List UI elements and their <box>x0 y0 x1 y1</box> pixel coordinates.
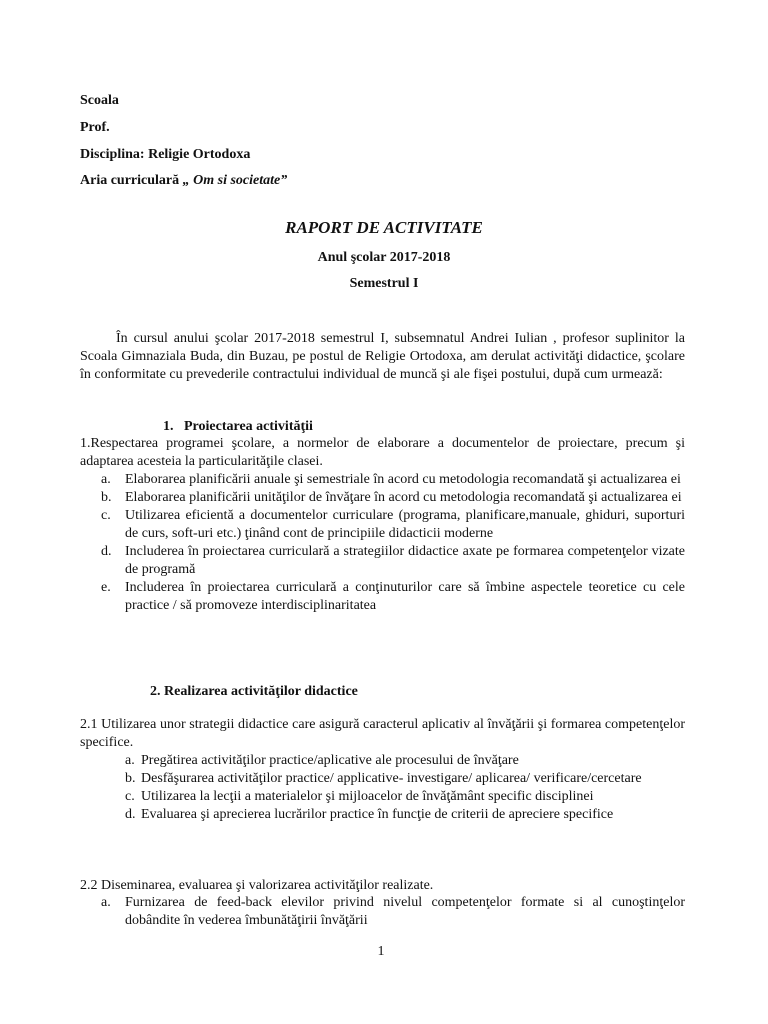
list-item <box>125 788 705 806</box>
report-title: RAPORT DE ACTIVITATE <box>285 218 483 237</box>
list-marker: b. <box>101 490 112 505</box>
section-2-1-list <box>125 752 705 824</box>
list-item <box>101 507 685 543</box>
list-item-text: Evaluarea şi aprecierea lucrărilor practice în funcţie de criterii de apreciere specifice <box>141 807 614 822</box>
section-2-2-paragraph: 2.2 Diseminarea, evaluarea şi valorizarea activităţilor realizate. <box>80 878 434 893</box>
prof-label: Prof. <box>80 120 110 135</box>
list-item-text: Desfăşurarea activităţilor practice/ applicative- investigare/ aplicarea/ verificare/cercetare <box>141 771 642 786</box>
area-value: „ Om si societate” <box>182 173 288 188</box>
page-number: 1 <box>377 944 385 959</box>
list-item-text: Utilizarea la lecţii a materialelor şi mijloacelor de învăţământ specific disciplinei <box>141 789 594 804</box>
discipline-prefix: Disciplina: <box>80 147 149 162</box>
list-item-text: Includerea în proiectarea curriculară a conţinuturilor care să îmbine aspectele teoretice cu cele practice / să promoveze interdisciplinaritatea <box>125 580 685 613</box>
section-1-list <box>101 471 685 615</box>
list-marker: a. <box>101 472 111 487</box>
list-item <box>125 752 705 770</box>
area-prefix: Aria curriculară <box>80 173 183 188</box>
list-marker: a. <box>101 895 111 910</box>
list-item-text: Includerea în proiectarea curriculară a strategiilor didactice axate pe formarea competenţelor vizate de programă <box>125 544 685 577</box>
discipline-value: Religie Ortodoxa <box>148 147 251 162</box>
list-item <box>125 770 705 788</box>
curricular-area-line <box>80 172 287 190</box>
section-1-title: Proiectarea activităţii <box>184 419 313 434</box>
list-marker: c. <box>125 789 135 804</box>
list-marker: b. <box>125 771 136 786</box>
intro-paragraph: În cursul anului şcolar 2017-2018 semestrul I, subsemnatul Andrei Iulian , profesor suplinitor la Scoala Gimnaziala Buda, din Buzau, pe postul de Religie Ortodoxa, am derulat activităţi didactice, şcolare în conformitate cu prevederile contractului individual de muncă şi ale fişei postului, după cum urmează: <box>80 331 685 382</box>
section-1-paragraph: 1.Respectarea programei şcolare, a normelor de elaborare a documentelor de proiectare, precum şi adaptarea acesteia la particularităţile clasei. <box>80 436 685 469</box>
discipline-line <box>80 146 250 164</box>
list-item-text: Pregătirea activităţilor practice/aplicative ale procesului de învăţare <box>141 753 519 768</box>
list-marker: e. <box>101 580 111 595</box>
section-2-heading: 2. Realizarea activităţilor didactice <box>150 684 358 699</box>
section-2-1-paragraph: 2.1 Utilizarea unor strategii didactice care asigură caracterul aplicativ al învăţării şi formarea competenţelor specifice. <box>80 717 685 750</box>
list-item <box>101 489 685 507</box>
list-item-text: Furnizarea de feed-back elevilor privind nivelul competenţelor formate si al cunoştinţelor dobândite în vederea îmbunătăţirii învăţării <box>125 895 685 928</box>
list-item <box>101 543 685 579</box>
list-item-text: Elaborarea planificării anuale şi semestriale în acord cu metodologia recomandată şi actualizarea ei <box>125 472 681 487</box>
list-item <box>101 579 685 615</box>
list-item <box>101 894 685 930</box>
school-label: Scoala <box>80 93 119 108</box>
list-marker: a. <box>125 753 135 768</box>
school-year: Anul şcolar 2017-2018 <box>317 250 451 265</box>
section-1-heading <box>163 418 313 436</box>
list-item <box>125 806 705 824</box>
section-1-number: 1. <box>163 419 174 434</box>
list-item-text: Utilizarea eficientă a documentelor curriculare (programa, planificare,manuale, ghiduri, suporturi de curs, soft-uri etc.) ţinând cont de principiile didacticii moderne <box>125 508 685 541</box>
list-item <box>101 471 685 489</box>
section-2-2-list <box>101 894 685 930</box>
list-item-text: Elaborarea planificării unităţilor de învăţare în acord cu metodologia recomandată şi actualizarea ei <box>125 490 682 505</box>
list-marker: c. <box>101 508 111 523</box>
semester: Semestrul I <box>349 276 419 291</box>
list-marker: d. <box>125 807 136 822</box>
list-marker: d. <box>101 544 112 559</box>
